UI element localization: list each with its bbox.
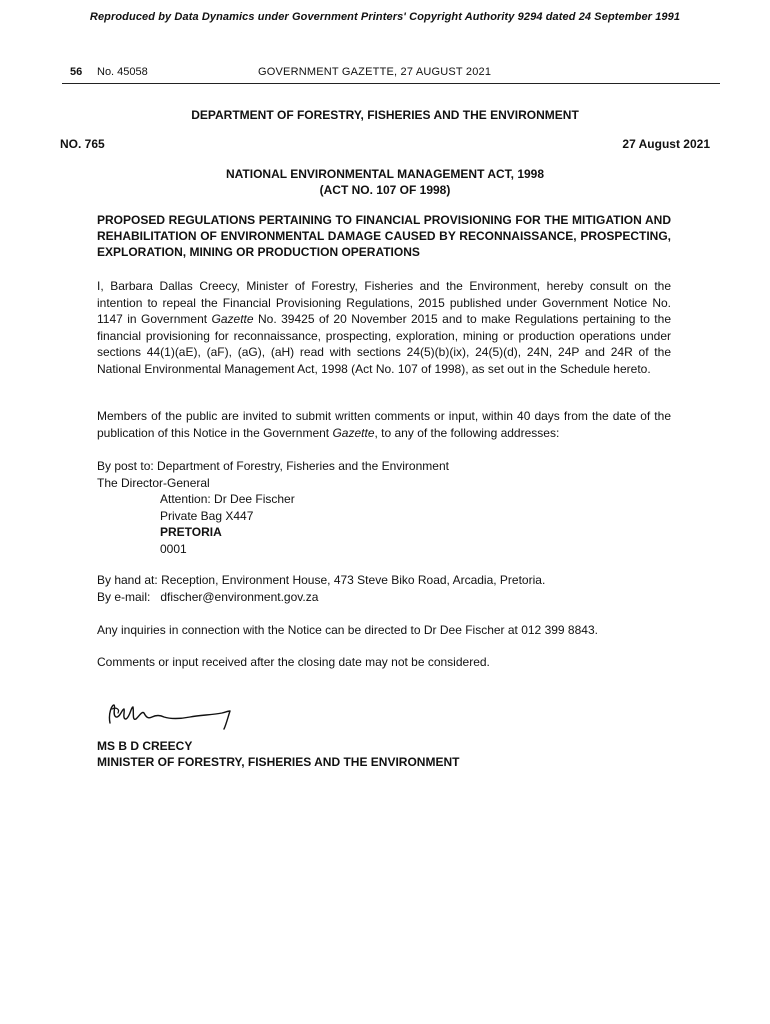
gazette-italic: Gazette [332,425,375,440]
by-hand-value: Reception, Environment House, 473 Steve Biko Road, Arcadia, Pretoria. [161,573,546,587]
paragraph-consultation-text-b: No. 39425 of 20 November 2015 and to make Regulations pertaining to the financial provisioning for reconnaissance, prospecting, exploration, mining or production operations under sections 44(1)(aE), (aF), (aG), (aH) read with sections 24(5)(b)(ix), 24(5)(d), 24N, 24P and 24R of the National Environmental Management Act, 1998 (Act No. 107 of 1998), as set out in the Schedule hereto. [97,312,671,376]
signatory-title: MINISTER OF FORESTRY, FISHERIES AND THE ENVIRONMENT [97,755,460,769]
paragraph-consultation-text-a: I, Barbara Dallas Creecy, Minister of Forestry, Fisheries and the Environment, hereby consult on the intention to repeal the Financial Provisioning Regulations, 2015 published under Government Notice No. 1147 in Government [97,279,671,326]
email-value: dfischer@environment.gov.za [160,589,319,604]
by-post-line [97,458,671,475]
issue-number: No. 45058 [97,66,148,78]
act-title-line2: (ACT NO. 107 OF 1998) [319,183,451,197]
by-hand-label: By hand at: [97,573,158,587]
signatory-block [97,738,459,770]
paragraph-invitation-text-a: Members of the public are invited to submit written comments or input, within 40 days from the date of the publication of this Notice in the Government [97,409,671,440]
postal-address [97,458,671,557]
notice-number: NO. 765 [60,137,105,151]
reproduction-notice: Reproduced by Data Dynamics under Government Printers' Copyright Authority 9294 dated 24 September 1991 [89,11,681,23]
attention-line: Attention: Dr Dee Fischer [160,492,295,506]
paragraph-invitation-text-b: , to any of the following addresses: [374,425,560,440]
header-rule [62,83,720,84]
act-title [0,166,770,198]
email-line [97,589,671,606]
inquiries-paragraph: Any inquiries in connection with the Notice can be directed to Dr Dee Fischer at 012 399 8843. [97,623,598,637]
paragraph-consultation [97,278,671,377]
closing-paragraph: Comments or input received after the closing date may not be considered. [97,655,490,669]
contact-details [97,572,671,605]
act-title-line1: NATIONAL ENVIRONMENTAL MANAGEMENT ACT, 1998 [225,167,545,181]
gazette-italic: Gazette [211,312,254,326]
gazette-title: GOVERNMENT GAZETTE, 27 AUGUST 2021 [258,66,492,78]
by-post-label: By post to: [97,459,154,473]
signature-image [100,697,240,737]
notice-date: 27 August 2021 [622,137,710,151]
private-bag-line: Private Bag X447 [160,508,254,523]
by-post-value: Department of Forestry, Fisheries and the Environment [157,459,449,473]
director-line: The Director-General [97,475,210,490]
city-line: PRETORIA [160,525,222,539]
department-heading: DEPARTMENT OF FORESTRY, FISHERIES AND THE ENVIRONMENT [191,108,579,122]
by-hand-line [97,572,671,589]
postal-code-line: 0001 [160,541,187,556]
page-number: 56 [70,66,83,78]
paragraph-invitation [97,408,671,441]
notice-subject: PROPOSED REGULATIONS PERTAINING TO FINANCIAL PROVISIONING FOR THE MITIGATION AND REHABILITATION OF ENVIRONMENTAL DAMAGE CAUSED BY RECONNAISSANCE, PROSPECTING, EXPLORATION, MINING OR PRODUCTION OPERATIONS [97,213,671,259]
email-label: By e-mail: [97,589,151,604]
signatory-name: MS B D CREECY [97,739,193,753]
